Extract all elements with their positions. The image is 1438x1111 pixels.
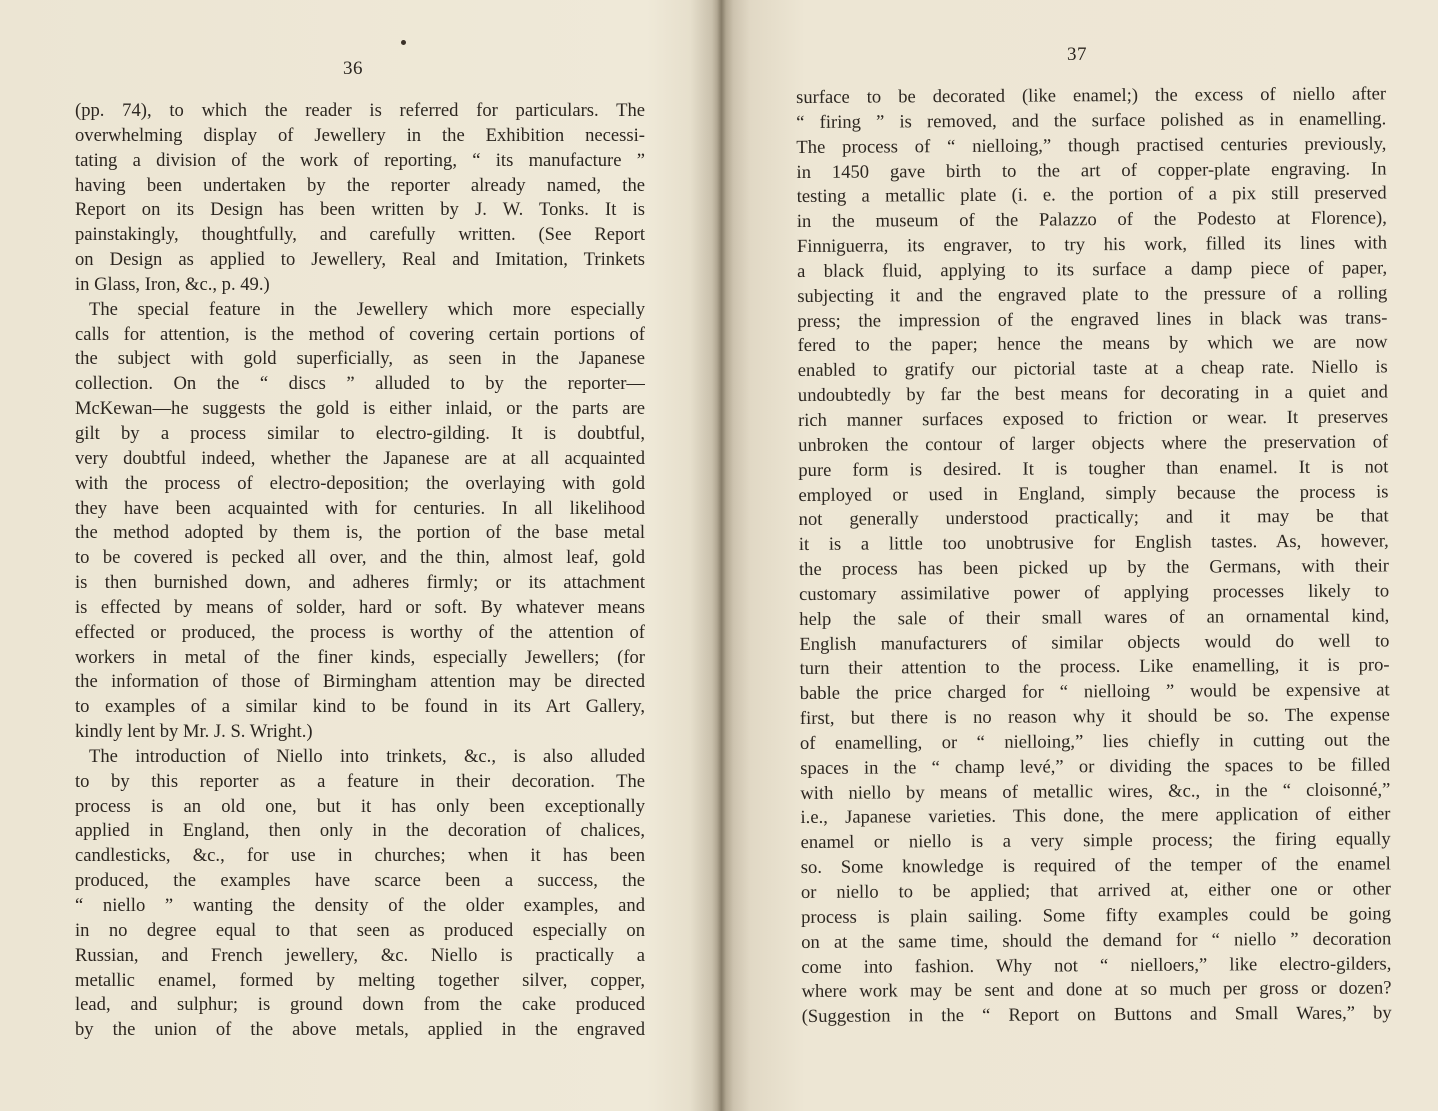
text-line: lead, and sulphur; is ground down from the cake produced	[75, 994, 645, 1016]
text-line: candlesticks, &c., for use in churches; when it has been	[75, 845, 645, 867]
text-line: McKewan—he suggests the gold is either inlaid, or the parts are	[75, 398, 645, 420]
text-line: Report on its Design has been written by J. W. Tonks. It is	[75, 199, 645, 221]
text-line: the subject with gold superficially, as seen in the Japanese	[75, 348, 645, 370]
text-line: by the union of the above metals, applied in the engraved	[75, 1019, 645, 1041]
text-line: kindly lent by Mr. J. S. Wright.)	[75, 721, 313, 743]
text-line: come into fashion. Why not “ nielloers,” like electro-gilders,	[801, 952, 1392, 978]
ink-dot-mark	[401, 40, 406, 45]
text-line: help the sale of their small wares of an ornamental kind,	[799, 605, 1390, 630]
text-line: surface to be decorated (like enamel;) the excess of niello after	[796, 83, 1387, 108]
text-line: very doubtful indeed, whether the Japanese are at all acquainted	[75, 447, 645, 469]
text-line: effected or produced, the process is worthy of the attention of	[75, 621, 645, 643]
left-page-text	[75, 99, 645, 1043]
text-line: English manufacturers of similar objects would do well to	[799, 629, 1390, 655]
text-line: not generally understood practically; and it may be that	[798, 505, 1389, 531]
text-line: applied in England, then only in the decoration of chalices,	[75, 820, 645, 842]
text-line: it is a little too unobtrusive for English tastes. As, however,	[798, 530, 1389, 556]
text-line: is then burnished down, and adheres firmly; or its attachment	[75, 572, 645, 594]
text-line: Russian, and French jewellery, &c. Niello is practically a	[75, 944, 645, 966]
text-line: (pp. 74), to which the reader is referred for particulars. The	[75, 100, 645, 121]
text-line: to by this reporter as a feature in their decoration. The	[75, 770, 645, 792]
page-number-left: 36	[343, 58, 363, 79]
text-line: on at the same time, should the demand for “ niello ” decoration	[801, 928, 1392, 953]
text-line: with niello by means of metallic wires, &c., in the “ cloisonné,”	[800, 779, 1391, 804]
text-line: first, but there is no reason why it should be so. The expense	[799, 704, 1390, 730]
text-line: gilt by a process similar to electro-gilding. It is doubtful,	[75, 422, 645, 444]
text-line: i.e., Japanese varieties. This done, the mere application of either	[800, 803, 1391, 829]
text-line: to be covered is pecked all over, and the thin, almost leaf, gold	[75, 547, 645, 569]
text-line: the process has been picked up by the Germans, with their	[798, 555, 1390, 581]
text-line: the information of those of Birmingham attention may be directed	[75, 671, 645, 693]
text-line: Finniguerra, its engraver, to try his work, filled its lines with	[796, 232, 1388, 258]
text-line: undoubtedly by far the best means for decorating in a quiet and	[797, 381, 1388, 407]
text-line: “ firing ” is removed, and the surface polished as in enamelling.	[796, 108, 1387, 133]
text-line: on Design as applied to Jewellery, Real and Imitation, Trinkets	[75, 249, 645, 271]
text-line: The introduction of Niello into trinkets, &c., is also alluded	[89, 745, 645, 767]
text-line: a black fluid, applying to its surface a damp piece of paper,	[797, 257, 1388, 282]
text-line: employed or used in England, simply because the process is	[798, 480, 1389, 506]
text-line: in no degree equal to that seen as produced especially on	[75, 919, 645, 941]
text-line: metallic enamel, formed by melting together silver, copper,	[75, 969, 645, 991]
text-line: collection. On the “ discs ” alluded to by the reporter—	[75, 373, 645, 395]
text-line: or niello to be applied; that arrived at, either one or other	[800, 878, 1391, 903]
text-line: turn their attention to the process. Like enamelling, it is pro-	[799, 654, 1390, 680]
left-page	[0, 0, 718, 1111]
text-line: to examples of a similar kind to be found in its Art Gallery,	[75, 696, 645, 718]
text-line: painstakingly, thoughtfully, and carefully written. (See Report	[75, 224, 645, 246]
text-line: spaces in the “ champ levé,” or dividing the spaces to be filled	[800, 754, 1391, 779]
text-line: testing a metallic plate (i. e. the portion of a pix still preserved	[796, 182, 1387, 208]
text-line: with the process of electro-deposition; the overlaying with gold	[75, 472, 645, 494]
page-number-right: 37	[1067, 44, 1087, 65]
text-line: The process of “ nielloing,” though practised centuries previously,	[796, 133, 1387, 158]
text-line: is effected by means of solder, hard or soft. By whatever means	[75, 596, 645, 618]
text-line: enamel or niello is a very simple process; the firing equally	[800, 828, 1391, 854]
text-line: unbroken the contour of larger objects where the preservation of	[798, 431, 1389, 456]
text-line: having been undertaken by the reporter already named, the	[75, 174, 645, 196]
text-line: process is plain sailing. Some fifty examples could be going	[801, 903, 1392, 928]
text-line: where work may be sent and done at so much per gross or dozen?	[801, 977, 1392, 1003]
text-line: in the museum of the Palazzo of the Podesto at Florence),	[796, 207, 1387, 233]
text-line: press; the impression of the engraved lines in black was trans-	[797, 306, 1388, 332]
text-line: enabled to gratify our pictorial taste at a cheap rate. Niello is	[797, 356, 1388, 382]
text-line: calls for attention, is the method of covering certain portions of	[75, 323, 645, 345]
text-line: of enamelling, or “ nielloing,” lies chiefly in cutting out the	[799, 729, 1391, 754]
right-page-text	[796, 82, 1392, 1030]
text-line: subjecting it and the engraved plate to the pressure of a rolling	[797, 282, 1388, 307]
text-line: “ niello ” wanting the density of the older examples, and	[75, 895, 645, 916]
text-line: the method adopted by them is, the portion of the base metal	[75, 522, 645, 544]
text-line: in 1450 gave birth to the art of copper-plate engraving. In	[796, 157, 1387, 183]
text-line: so. Some knowledge is required of the temper of the enamel	[800, 853, 1391, 879]
text-line: produced, the examples have scarce been a success, the	[75, 870, 645, 892]
text-line: bable the price charged for “ nielloing ” would be expensive at	[799, 679, 1390, 705]
text-line: in Glass, Iron, &c., p. 49.)	[75, 273, 270, 295]
text-line: process is an old one, but it has only been exceptionally	[75, 795, 645, 817]
text-line: customary assimilative power of applying processes likely to	[799, 580, 1390, 605]
right-page	[720, 0, 1438, 1111]
text-line: workers in metal of the finer kinds, especially Jewellers; (for	[75, 646, 645, 668]
text-line: overwhelming display of Jewellery in the Exhibition necessi-	[75, 124, 645, 146]
text-line: rich manner surfaces exposed to friction or wear. It preserves	[797, 406, 1389, 431]
text-line: (Suggestion in the “ Report on Buttons and Small Wares,” by	[801, 1002, 1392, 1028]
text-line: The special feature in the Jewellery which more especially	[89, 298, 645, 320]
text-line: fered to the paper; hence the means by which we are now	[797, 331, 1388, 357]
text-line: they have been acquainted with for centuries. In all likelihood	[75, 497, 645, 519]
text-line: tating a division of the work of reporting, “ its manufacture ”	[75, 149, 645, 171]
text-line: pure form is desired. It is tougher than enamel. It is not	[798, 456, 1389, 481]
